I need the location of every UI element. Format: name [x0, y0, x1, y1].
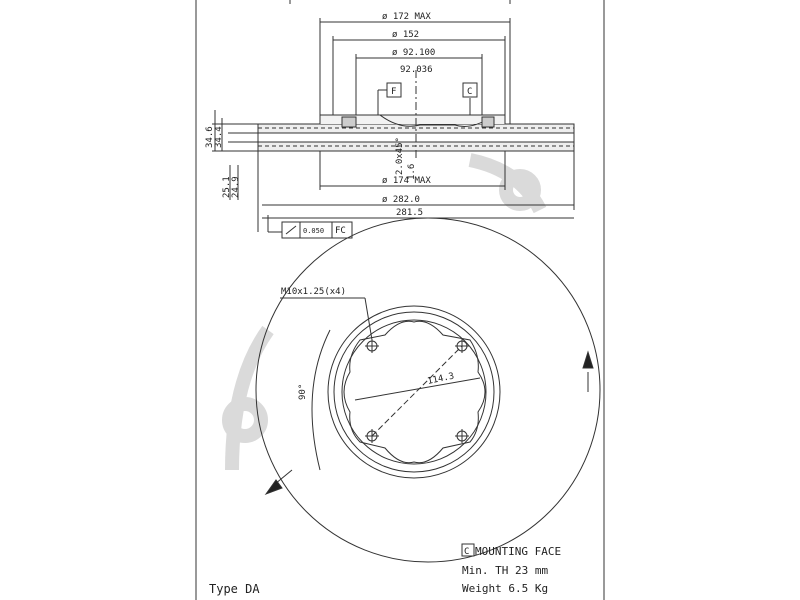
pcd-label: 114.3	[426, 371, 456, 387]
svg-text:0.050: 0.050	[303, 227, 325, 235]
dim-d174: ø 174 MAX	[382, 176, 431, 186]
dim-chamfer: 2.0x45°	[395, 137, 405, 175]
angle-label: 90°	[298, 383, 308, 400]
flatness-tolerance-frame	[282, 222, 352, 238]
mounting-face-note	[462, 544, 561, 558]
bolt-thread-label: M10x1.25(x4)	[281, 287, 347, 297]
svg-text:C: C	[467, 87, 473, 97]
dim-chamfer-depth: 1.6	[407, 163, 417, 180]
min-thickness-note: Min. TH 23 mm	[462, 564, 549, 577]
dim-d172: ø 172 MAX	[382, 12, 431, 22]
dim-d282: ø 282.0	[382, 195, 420, 205]
svg-text:FC: FC	[335, 226, 346, 236]
svg-text:C: C	[464, 547, 470, 557]
dim-d152: ø 152	[392, 30, 420, 40]
dim-d92-lower: 92.036	[400, 65, 433, 75]
dim-h249: 24.9	[231, 176, 241, 198]
datum-f-box	[387, 83, 401, 97]
dim-d281: 281.5	[396, 208, 424, 218]
weight-note: Weight 6.5 Kg	[462, 582, 549, 595]
hat-circle	[328, 306, 500, 478]
hub-flange	[344, 321, 485, 462]
dim-d92-upper: ø 92.100	[392, 48, 436, 58]
svg-text:MOUNTING FACE: MOUNTING FACE	[475, 545, 562, 558]
dim-h251: 25.1	[222, 176, 232, 198]
svg-text:F: F	[391, 87, 397, 97]
brand-watermark	[229, 160, 540, 470]
dim-h346: 34.6	[205, 126, 215, 148]
datum-c-box	[463, 83, 477, 97]
type-label: Type DA	[209, 582, 260, 596]
dim-h344: 34.4	[214, 126, 224, 148]
